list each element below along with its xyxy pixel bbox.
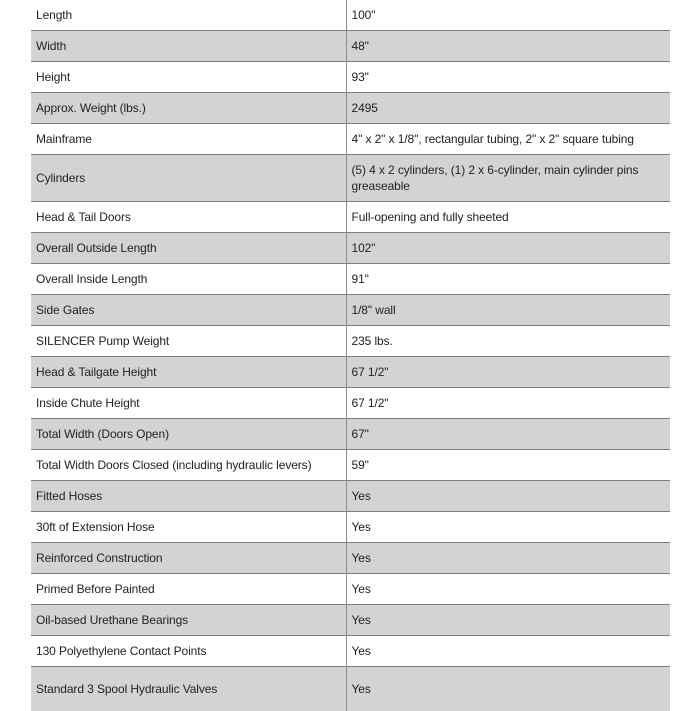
table-row <box>31 605 670 636</box>
spec-label-cell: Standard 3 Spool Hydraulic Valves <box>31 667 346 711</box>
spec-value-cell: 235 lbs. <box>346 326 670 357</box>
spec-label-cell: Total Width Doors Closed (including hydraulic levers) <box>31 450 346 481</box>
table-row <box>31 124 670 155</box>
table-row <box>31 93 670 124</box>
spec-label-cell: Overall Outside Length <box>31 233 346 264</box>
spec-value-cell: Yes <box>346 605 670 636</box>
spec-value-cell: 59" <box>346 450 670 481</box>
spec-label-cell: Approx. Weight (lbs.) <box>31 93 346 124</box>
spec-label-cell: Length <box>31 0 346 31</box>
spec-label-cell: Total Width (Doors Open) <box>31 419 346 450</box>
spec-value-cell: Yes <box>346 543 670 574</box>
spec-value-cell: 102" <box>346 233 670 264</box>
spec-value-cell: 2495 <box>346 93 670 124</box>
table-row <box>31 543 670 574</box>
table-row <box>31 62 670 93</box>
spec-label-cell: Width <box>31 31 346 62</box>
table-row <box>31 450 670 481</box>
spec-label-cell: Primed Before Painted <box>31 574 346 605</box>
table-row <box>31 233 670 264</box>
table-row <box>31 155 670 202</box>
spec-value-cell: 4" x 2" x 1/8", rectangular tubing, 2" x 2" square tubing <box>346 124 670 155</box>
spec-label-cell: Reinforced Construction <box>31 543 346 574</box>
table-row <box>31 574 670 605</box>
table-row <box>31 636 670 667</box>
spec-label-cell: Cylinders <box>31 155 346 202</box>
spec-value-cell: Yes <box>346 481 670 512</box>
spec-value-cell: 93" <box>346 62 670 93</box>
spec-value-cell: Full-opening and fully sheeted <box>346 202 670 233</box>
table-row <box>31 326 670 357</box>
spec-table-body <box>31 0 670 711</box>
table-row <box>31 667 670 711</box>
spec-value-cell: 1/8" wall <box>346 295 670 326</box>
spec-label-cell: Head & Tail Doors <box>31 202 346 233</box>
spec-value-cell: Yes <box>346 574 670 605</box>
spec-label-cell: 130 Polyethylene Contact Points <box>31 636 346 667</box>
spec-value-cell: (5) 4 x 2 cylinders, (1) 2 x 6-cylinder, main cylinder pins greaseable <box>346 155 670 202</box>
spec-label-cell: Head & Tailgate Height <box>31 357 346 388</box>
spec-label-cell: Inside Chute Height <box>31 388 346 419</box>
table-row <box>31 419 670 450</box>
spec-label-cell: Side Gates <box>31 295 346 326</box>
spec-label-cell: SILENCER Pump Weight <box>31 326 346 357</box>
table-row <box>31 202 670 233</box>
spec-value-cell: 67 1/2" <box>346 388 670 419</box>
table-row <box>31 31 670 62</box>
spec-label-cell: Overall Inside Length <box>31 264 346 295</box>
spec-value-cell: Yes <box>346 667 670 711</box>
spec-value-cell: 67 1/2" <box>346 357 670 388</box>
table-row <box>31 512 670 543</box>
spec-value-cell: 48" <box>346 31 670 62</box>
spec-table <box>31 0 670 711</box>
spec-value-cell: 91" <box>346 264 670 295</box>
table-row <box>31 0 670 31</box>
spec-label-cell: 30ft of Extension Hose <box>31 512 346 543</box>
spec-value-cell: 67" <box>346 419 670 450</box>
spec-value-cell: Yes <box>346 512 670 543</box>
spec-label-cell: Height <box>31 62 346 93</box>
spec-label-cell: Oil-based Urethane Bearings <box>31 605 346 636</box>
spec-label-cell: Fitted Hoses <box>31 481 346 512</box>
spec-value-cell: 100" <box>346 0 670 31</box>
table-row <box>31 357 670 388</box>
table-row <box>31 264 670 295</box>
spec-label-cell: Mainframe <box>31 124 346 155</box>
table-row <box>31 295 670 326</box>
table-row <box>31 481 670 512</box>
table-row <box>31 388 670 419</box>
spec-value-cell: Yes <box>346 636 670 667</box>
